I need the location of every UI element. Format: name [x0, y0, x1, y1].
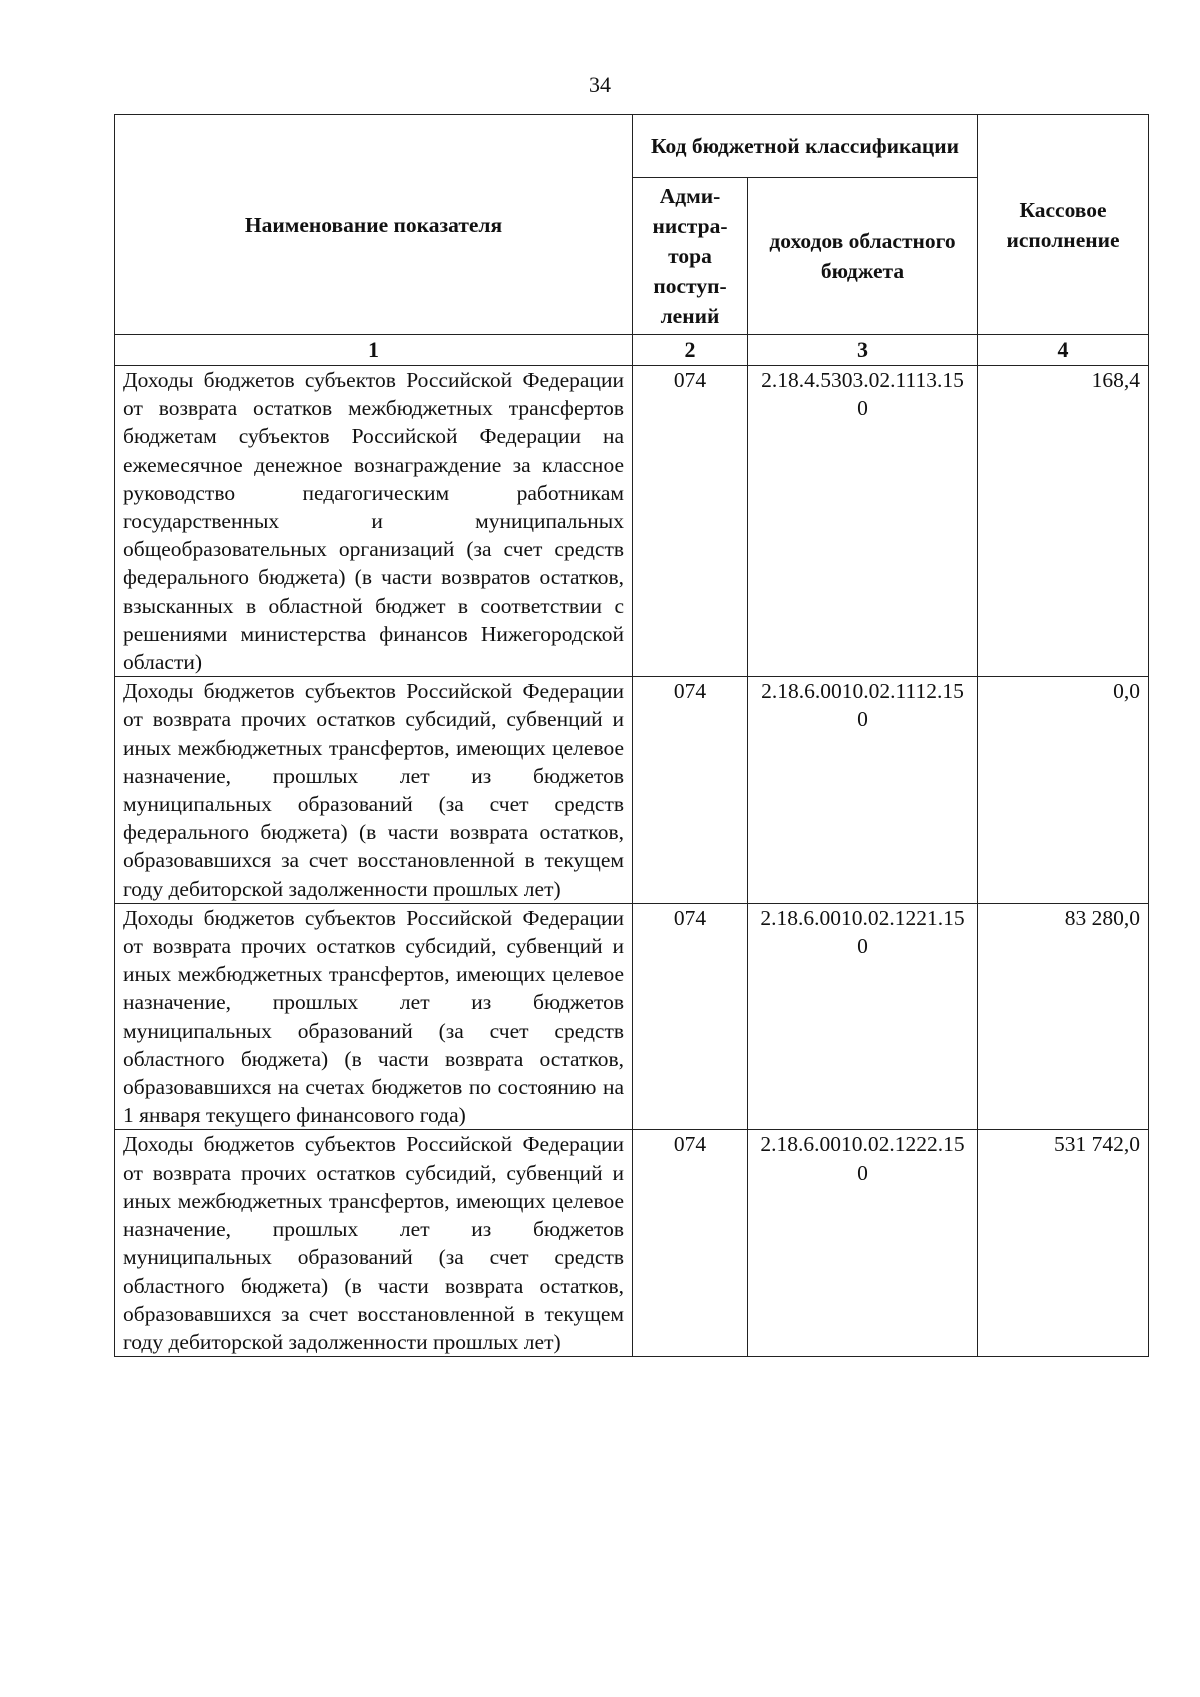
table-row [115, 366, 1149, 677]
table-row [115, 903, 1149, 1130]
row-income-code: 2.18.6.0010.02.1222.150 [748, 1130, 978, 1357]
row-name: Доходы бюджетов субъектов Российской Федерации от возврата прочих остатков субсидий, субвенций и иных межбюджетных трансфертов, имеющих целевое назначение, прошлых лет из бюджетов муниципальных образований (за счет средств федерального бюджета) (в части возврата остатков, образовавшихся за счет восстановленной в текущем году дебиторской задолженности прошлых лет) [115, 677, 633, 904]
row-admin-code: 074 [633, 903, 748, 1130]
header-cash-execution: Кассовое исполнение [978, 115, 1149, 335]
row-admin-code: 074 [633, 677, 748, 904]
row-name: Доходы бюджетов субъектов Российской Федерации от возврата прочих остатков субсидий, субвенций и иных межбюджетных трансфертов, имеющих целевое назначение, прошлых лет из бюджетов муниципальных образований (за счет средств областного бюджета) (в части возврата остатков, образовавшихся за счет восстановленной в текущем году дебиторской задолженности прошлых лет) [115, 1130, 633, 1357]
row-income-code: 2.18.6.0010.02.1221.150 [748, 903, 978, 1130]
row-income-code: 2.18.6.0010.02.1112.150 [748, 677, 978, 904]
column-number: 1 [115, 335, 633, 366]
row-amount: 83 280,0 [978, 903, 1149, 1130]
column-number: 4 [978, 335, 1149, 366]
row-amount: 0,0 [978, 677, 1149, 904]
header-budget-code-group: Код бюджетной классификации [633, 115, 978, 178]
row-admin-code: 074 [633, 1130, 748, 1357]
table-row [115, 677, 1149, 904]
row-amount: 531 742,0 [978, 1130, 1149, 1357]
row-name: Доходы бюджетов субъектов Российской Федерации от возврата прочих остатков субсидий, субвенций и иных межбюджетных трансфертов, имеющих целевое назначение, прошлых лет из бюджетов муниципальных образований (за счет средств областного бюджета) (в части возврата остатков, образовавшихся на счетах бюджетов по состоянию на 1 января текущего финансового года) [115, 903, 633, 1130]
revenue-table [114, 114, 1149, 1357]
row-name: Доходы бюджетов субъектов Российской Федерации от возврата остатков межбюджетных трансфертов бюджетам субъектов Российской Федерации на ежемесячное денежное вознаграждение за классное руководство педагогическим работникам государственных и муниципальных общеобразовательных организаций (за счет средств федерального бюджета) (в части возвратов остатков, взысканных в областной бюджет в соответствии с решениями министерства финансов Нижегородской области) [115, 366, 633, 677]
table-row [115, 1130, 1149, 1357]
row-admin-code: 074 [633, 366, 748, 677]
header-name: Наименование показателя [115, 115, 633, 335]
page-number: 34 [589, 72, 611, 97]
table-header-row [115, 115, 1149, 178]
column-number-row [115, 335, 1149, 366]
column-number: 3 [748, 335, 978, 366]
header-admin: Адми-нистра-тора поступ-лений [633, 178, 748, 335]
row-amount: 168,4 [978, 366, 1149, 677]
header-income-code: доходов областного бюджета [748, 178, 978, 335]
row-income-code: 2.18.4.5303.02.1113.150 [748, 366, 978, 677]
column-number: 2 [633, 335, 748, 366]
